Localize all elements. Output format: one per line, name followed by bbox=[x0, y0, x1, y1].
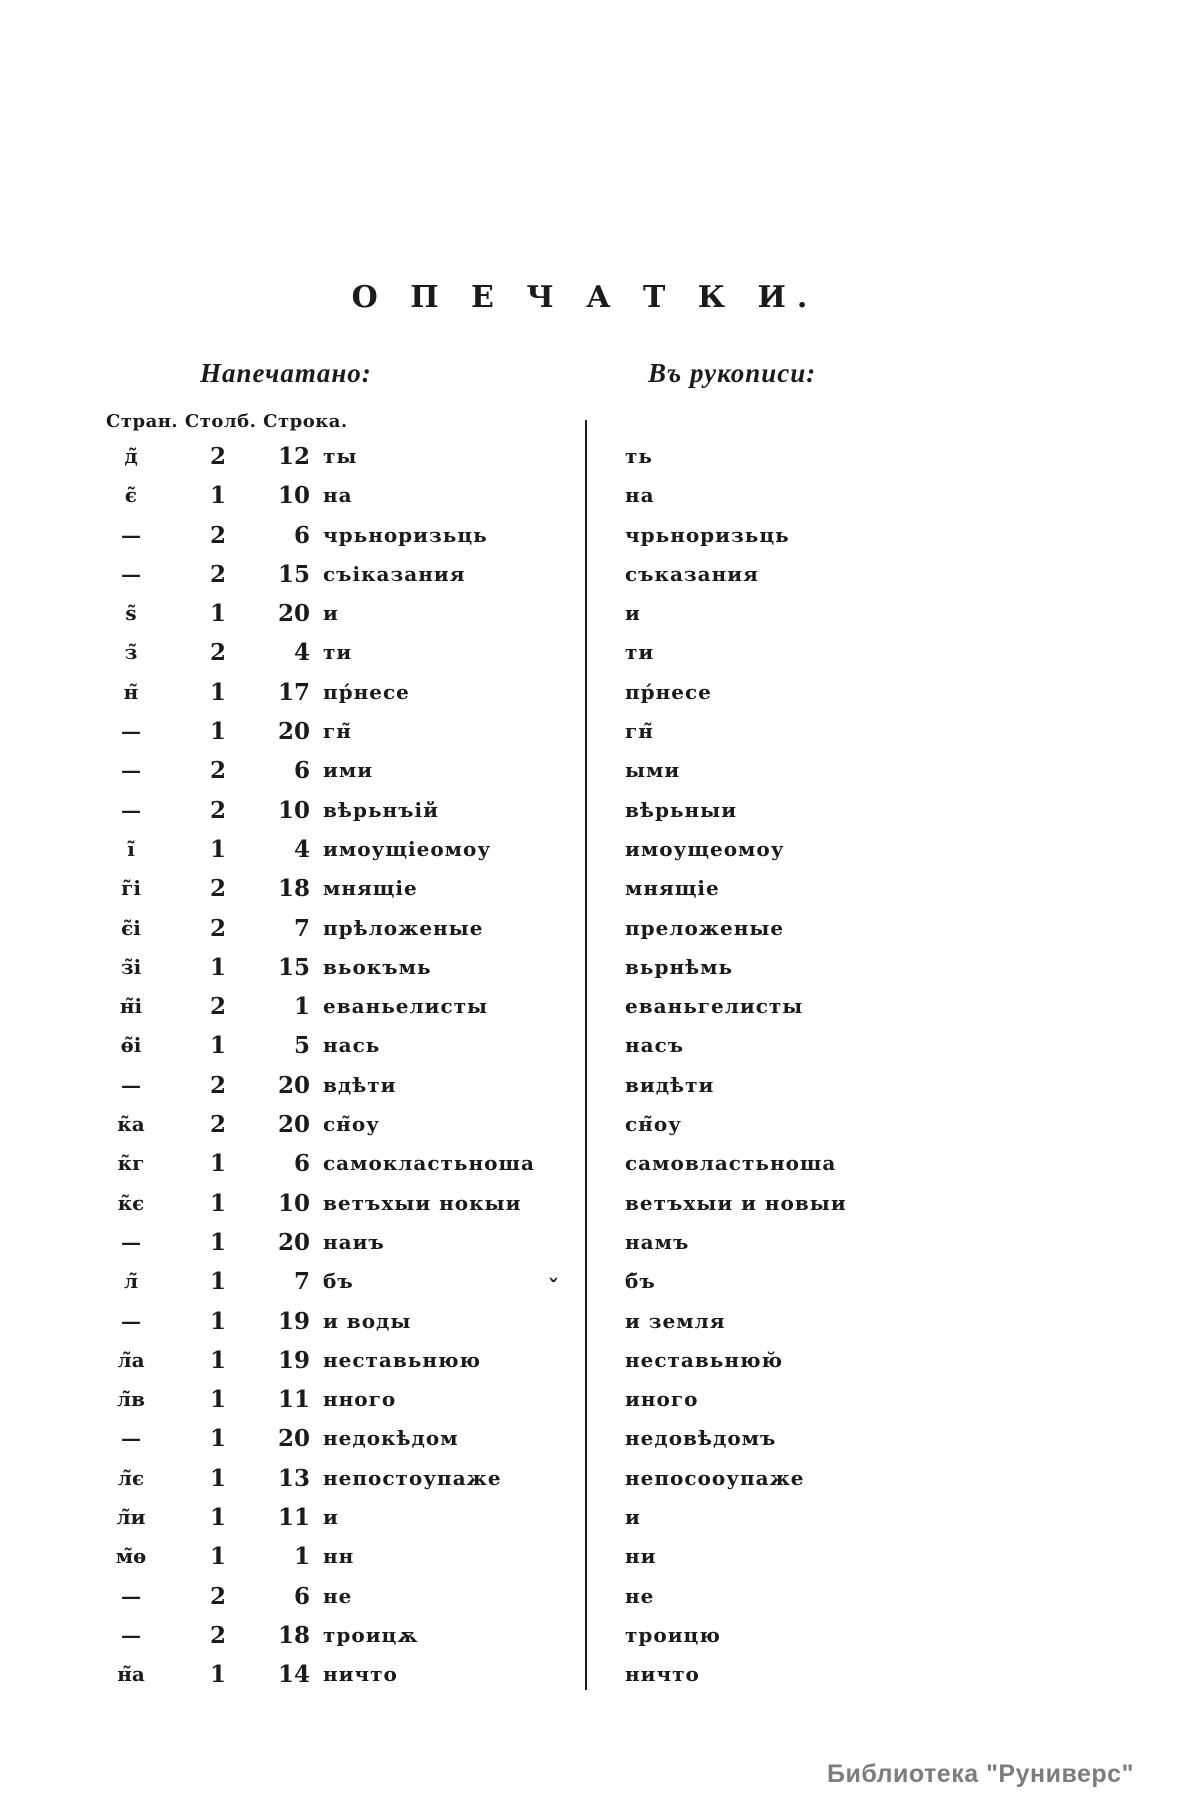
column-number: 1 bbox=[209, 718, 226, 746]
line-number: 15 bbox=[277, 560, 310, 588]
page-ref: к̃є bbox=[117, 1190, 145, 1215]
line-number: 1 bbox=[293, 1543, 310, 1571]
line-number: 10 bbox=[277, 796, 310, 824]
column-number: 1 bbox=[209, 953, 226, 981]
errata-row bbox=[0, 633, 1200, 672]
page-ref: л̃и bbox=[116, 1505, 146, 1530]
errata-row bbox=[0, 909, 1200, 948]
errata-row bbox=[0, 476, 1200, 515]
printed-text: чрьноризьць bbox=[323, 522, 488, 547]
manuscript-text: чрьноризьць bbox=[625, 522, 790, 547]
stray-ink-mark: ˇ bbox=[548, 1276, 559, 1302]
errata-table bbox=[0, 437, 1200, 1695]
page-ref: — bbox=[121, 797, 141, 822]
manuscript-text: пр́несе bbox=[625, 679, 712, 704]
errata-row bbox=[0, 1066, 1200, 1105]
page-ref: ѳ̃і bbox=[120, 1033, 142, 1058]
page-ref: н̃ bbox=[123, 679, 139, 704]
column-number: 2 bbox=[209, 639, 226, 667]
manuscript-text: преложеные bbox=[625, 915, 785, 940]
errata-row bbox=[0, 1184, 1200, 1223]
page-ref: — bbox=[121, 1229, 141, 1254]
page-ref: к̃а bbox=[117, 1112, 145, 1137]
errata-row bbox=[0, 1262, 1200, 1301]
manuscript-text: ничто bbox=[625, 1662, 700, 1687]
printed-text: ветъхыи нокыи bbox=[323, 1190, 522, 1215]
page-ref: — bbox=[121, 1308, 141, 1333]
column-number: 1 bbox=[209, 1504, 226, 1532]
manuscript-text: намъ bbox=[625, 1229, 690, 1254]
column-number: 1 bbox=[209, 1268, 226, 1296]
errata-row bbox=[0, 830, 1200, 869]
manuscript-text: и bbox=[625, 1505, 641, 1530]
line-number: 20 bbox=[277, 1425, 310, 1453]
errata-row bbox=[0, 1577, 1200, 1616]
line-number: 14 bbox=[277, 1661, 310, 1689]
errata-row bbox=[0, 594, 1200, 633]
printed-text: вьокъмь bbox=[323, 954, 432, 979]
line-number: 5 bbox=[293, 1032, 310, 1060]
line-number: 6 bbox=[293, 757, 310, 785]
manuscript-text: ть bbox=[625, 444, 653, 468]
printed-text: самокластьноша bbox=[323, 1151, 535, 1176]
manuscript-text: сн̃оу bbox=[625, 1112, 682, 1137]
manuscript-text: на bbox=[625, 483, 655, 508]
printed-text: еваньелисты bbox=[323, 994, 489, 1019]
column-number: 1 bbox=[209, 482, 226, 510]
printed-text: нн bbox=[323, 1544, 355, 1569]
printed-text: гн̃ bbox=[323, 719, 352, 744]
line-number: 11 bbox=[277, 1386, 310, 1414]
errata-row bbox=[0, 1341, 1200, 1380]
manuscript-text: ыми bbox=[625, 758, 681, 783]
printed-text: непостоупаже bbox=[323, 1465, 502, 1490]
errata-row bbox=[0, 1026, 1200, 1065]
line-number: 1 bbox=[293, 993, 310, 1021]
line-number: 10 bbox=[277, 1189, 310, 1217]
column-number: 1 bbox=[209, 835, 226, 863]
printed-text: вѣрьнъій bbox=[323, 797, 439, 822]
column-number: 2 bbox=[209, 1621, 226, 1649]
manuscript-text: мнящіе bbox=[625, 876, 720, 901]
errata-row bbox=[0, 1655, 1200, 1694]
errata-row bbox=[0, 1380, 1200, 1419]
printed-text: пр́несе bbox=[323, 679, 410, 704]
page-ref: — bbox=[121, 1583, 141, 1608]
page-ref: м̃ѳ bbox=[115, 1544, 147, 1569]
column-number: 1 bbox=[209, 1464, 226, 1492]
page-ref: л̃є bbox=[117, 1465, 145, 1490]
manuscript-text: непосооупаже bbox=[625, 1465, 805, 1490]
manuscript-text: не bbox=[625, 1583, 655, 1608]
line-number: 11 bbox=[277, 1504, 310, 1532]
manuscript-text: съказания bbox=[625, 561, 759, 586]
column-number: 1 bbox=[209, 1425, 226, 1453]
line-number: 20 bbox=[277, 1071, 310, 1099]
page-ref: л̃в bbox=[117, 1387, 145, 1412]
printed-text: сн̃оу bbox=[323, 1112, 380, 1137]
errata-row bbox=[0, 673, 1200, 712]
column-number: 2 bbox=[209, 1582, 226, 1610]
line-number: 4 bbox=[293, 835, 310, 863]
column-number: 1 bbox=[209, 1189, 226, 1217]
column-number: 2 bbox=[209, 521, 226, 549]
column-number: 1 bbox=[209, 1661, 226, 1689]
printed-text: наиъ bbox=[323, 1229, 385, 1254]
page-ref: л̃а bbox=[117, 1347, 145, 1372]
manuscript-text: и земля bbox=[625, 1308, 726, 1333]
manuscript-text: ти bbox=[625, 640, 655, 665]
line-number: 20 bbox=[277, 1111, 310, 1139]
line-number: 4 bbox=[293, 639, 310, 667]
manuscript-column-header: Въ рукописи: bbox=[648, 358, 817, 388]
line-number: 19 bbox=[277, 1346, 310, 1374]
page-ref: д̃ bbox=[124, 444, 138, 468]
printed-text: и bbox=[323, 1505, 339, 1530]
page-ref: з̃і bbox=[120, 954, 142, 979]
printed-text: ничто bbox=[323, 1662, 398, 1687]
printed-text: не bbox=[323, 1583, 353, 1608]
printed-text: и bbox=[323, 601, 339, 626]
manuscript-text: видѣти bbox=[625, 1072, 715, 1097]
page-ref: л̃ bbox=[123, 1269, 139, 1294]
printed-text: ими bbox=[323, 758, 374, 783]
line-number: 7 bbox=[293, 1268, 310, 1296]
errata-row bbox=[0, 1144, 1200, 1183]
page-ref: є̃ bbox=[124, 483, 138, 508]
line-number: 20 bbox=[277, 718, 310, 746]
column-number: 1 bbox=[209, 1228, 226, 1256]
errata-row bbox=[0, 1302, 1200, 1341]
errata-row bbox=[0, 555, 1200, 594]
errata-row bbox=[0, 516, 1200, 555]
column-number: 2 bbox=[209, 443, 226, 470]
printed-text: на bbox=[323, 483, 353, 508]
page-ref: — bbox=[121, 522, 141, 547]
page-ref: г̃і bbox=[121, 876, 141, 901]
manuscript-text: насъ bbox=[625, 1033, 685, 1058]
errata-row bbox=[0, 712, 1200, 751]
line-number: 10 bbox=[277, 482, 310, 510]
line-number: 13 bbox=[277, 1464, 310, 1492]
page-ref: з̃ bbox=[124, 640, 138, 665]
errata-row bbox=[0, 437, 1200, 476]
errata-row bbox=[0, 987, 1200, 1026]
column-number: 1 bbox=[209, 1307, 226, 1335]
column-number: 2 bbox=[209, 1071, 226, 1099]
manuscript-text: вѣрьныи bbox=[625, 797, 738, 822]
line-number: 15 bbox=[277, 953, 310, 981]
line-number: 20 bbox=[277, 1228, 310, 1256]
line-number: 7 bbox=[293, 914, 310, 942]
page-ref: — bbox=[121, 758, 141, 783]
manuscript-text: иного bbox=[625, 1387, 699, 1412]
manuscript-text: недовѣдомъ bbox=[625, 1426, 777, 1451]
printed-text: и воды bbox=[323, 1308, 412, 1333]
line-number: 18 bbox=[277, 875, 310, 903]
line-number: 6 bbox=[293, 521, 310, 549]
column-number: 2 bbox=[209, 796, 226, 824]
column-number: 1 bbox=[209, 1543, 226, 1571]
line-number: 19 bbox=[277, 1307, 310, 1335]
line-number: 6 bbox=[293, 1150, 310, 1178]
column-number: 1 bbox=[209, 600, 226, 628]
printed-text: троицѫ bbox=[323, 1622, 419, 1647]
printed-text: имоущіеомоу bbox=[323, 836, 492, 861]
printed-column-header: Напечатано: bbox=[200, 358, 372, 388]
line-number: 12 bbox=[277, 443, 310, 470]
page-ref: і̃ bbox=[127, 836, 135, 861]
page-ref: н̃і bbox=[119, 994, 143, 1019]
printed-text: неставьнюю bbox=[323, 1347, 482, 1372]
errata-row bbox=[0, 869, 1200, 908]
line-number: 18 bbox=[277, 1621, 310, 1649]
manuscript-text: еваньгелисты bbox=[625, 994, 804, 1019]
page-ref: — bbox=[121, 1622, 141, 1647]
manuscript-text: б̃ъ bbox=[625, 1269, 656, 1294]
column-number: 2 bbox=[209, 560, 226, 588]
page-ref: ѕ̃ bbox=[125, 601, 137, 626]
line-number: 17 bbox=[277, 678, 310, 706]
errata-row bbox=[0, 1419, 1200, 1458]
page-ref: є̃і bbox=[121, 915, 141, 940]
column-number: 1 bbox=[209, 678, 226, 706]
manuscript-text: самовластьноша bbox=[625, 1151, 837, 1176]
page-ref: н̃а bbox=[117, 1662, 145, 1687]
line-number: 6 bbox=[293, 1582, 310, 1610]
library-watermark: Библиотека "Руниверс" bbox=[827, 1760, 1134, 1788]
errata-row bbox=[0, 1537, 1200, 1576]
errata-row bbox=[0, 1498, 1200, 1537]
manuscript-text: гн̃ bbox=[625, 719, 654, 744]
page-ref: — bbox=[121, 1072, 141, 1097]
errata-row bbox=[0, 751, 1200, 790]
manuscript-text: ни bbox=[625, 1544, 657, 1569]
errata-row bbox=[0, 1616, 1200, 1655]
printed-text: недокѣдом bbox=[323, 1426, 459, 1451]
errata-row bbox=[0, 1105, 1200, 1144]
errata-row bbox=[0, 1459, 1200, 1498]
manuscript-text: ветъхыи и новыи bbox=[625, 1190, 847, 1215]
column-number: 2 bbox=[209, 875, 226, 903]
page-ref: — bbox=[121, 719, 141, 744]
column-number: 1 bbox=[209, 1150, 226, 1178]
column-number: 1 bbox=[209, 1386, 226, 1414]
printed-text: нного bbox=[323, 1387, 397, 1412]
column-number: 2 bbox=[209, 993, 226, 1021]
errata-row bbox=[0, 1223, 1200, 1262]
printed-text: ты bbox=[323, 444, 358, 468]
column-number: 1 bbox=[209, 1032, 226, 1060]
printed-text: съіказания bbox=[323, 561, 466, 586]
errata-row bbox=[0, 791, 1200, 830]
page-title: О П Е Ч А Т К И. bbox=[351, 280, 819, 315]
printed-text: мнящіе bbox=[323, 876, 418, 901]
subcolumns-header: Стран. Столб. Строка. bbox=[106, 411, 348, 432]
line-number: 20 bbox=[277, 600, 310, 628]
printed-text: бъ bbox=[323, 1269, 354, 1294]
page-ref: — bbox=[121, 1426, 141, 1451]
manuscript-text: неставьнюю̆ bbox=[625, 1347, 784, 1372]
manuscript-text: троицю bbox=[625, 1622, 721, 1647]
page-ref: к̃г bbox=[117, 1151, 145, 1176]
printed-text: нась bbox=[323, 1033, 381, 1058]
printed-text: вдѣти bbox=[323, 1072, 397, 1097]
column-number: 1 bbox=[209, 1346, 226, 1374]
errata-row bbox=[0, 948, 1200, 987]
manuscript-text: и bbox=[625, 601, 641, 626]
manuscript-text: вьрнѣмь bbox=[625, 954, 734, 979]
printed-text: ти bbox=[323, 640, 353, 665]
page-ref: — bbox=[121, 561, 141, 586]
column-number: 2 bbox=[209, 757, 226, 785]
manuscript-text: имоущеомоу bbox=[625, 836, 785, 861]
column-number: 2 bbox=[209, 914, 226, 942]
printed-text: прѣложеные bbox=[323, 915, 484, 940]
column-number: 2 bbox=[209, 1111, 226, 1139]
